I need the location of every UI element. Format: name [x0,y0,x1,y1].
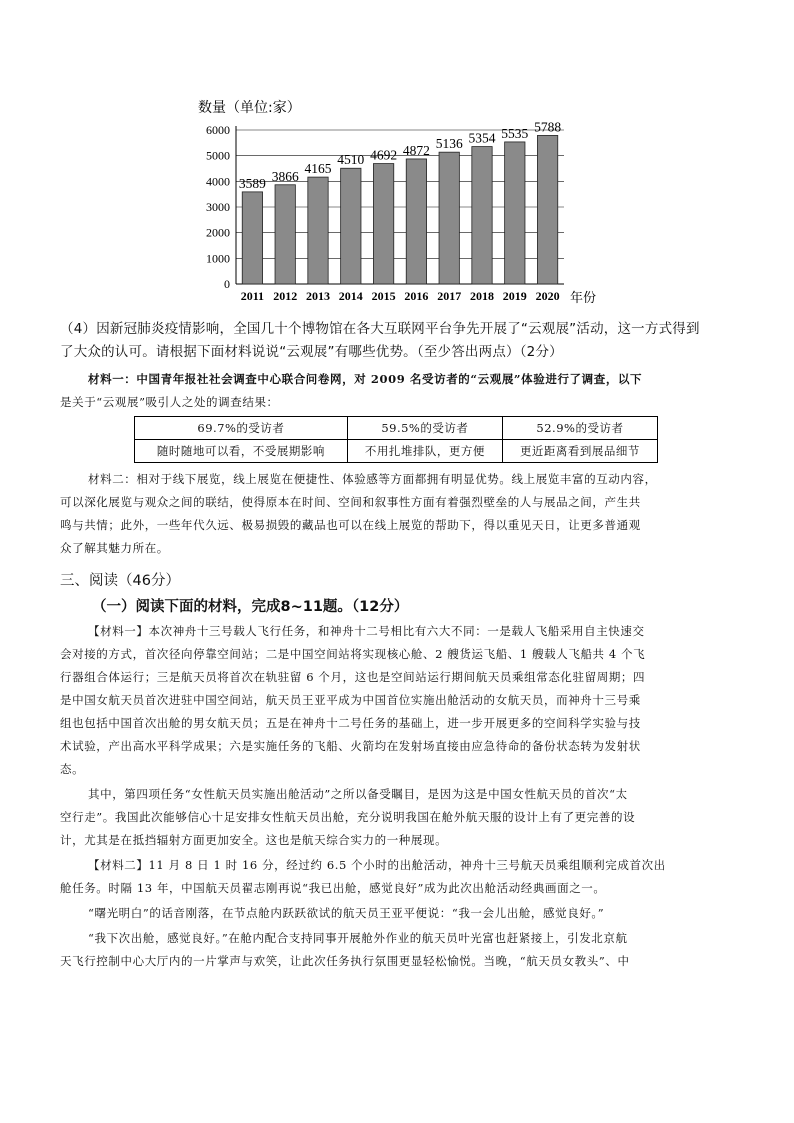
y-tick-label: 5000 [206,148,230,163]
bar-2019 [505,142,525,284]
bar-2018 [472,147,492,284]
section-3-subtitle: （一）阅读下面的材料，完成8~11题。（12分） [92,599,409,615]
reading-line: 空行走”。我国此次能够信心十足安排女性航天员出舱，充分说明我国在舱外航天服的设计上有了更完善的设 [60,810,636,824]
question-4-line-1: （4）因新冠肺炎疫情影响，全国几十个博物馆在各大互联网平台争先开展了“云观展”活动，这一方式得到 [60,321,700,337]
material-1 [60,368,736,391]
table-header-row [135,417,658,440]
y-tick-label: 2000 [206,225,230,240]
material-1-text: 材料一：中国青年报社社会调查中心联合问卷网，对 2009 名受访者的“云观展”体验进行了调查，以下 [88,372,643,386]
table-cell: 不用扎堆排队，更方便 [347,440,502,463]
chart-title: 数量（单位:家） [198,100,301,116]
table-cell: 随时随地可以看，不受展期影响 [135,440,348,463]
reading-line: 天飞行控制中心大厅内的一片掌声与欢笑，让此次任务执行氛围更显轻松愉悦。当晚，“航天员女教头”、中 [60,954,630,968]
x-tick-label: 2013 [306,289,330,303]
table-header-cell: 52.9%的受访者 [502,417,657,440]
table-header-cell: 59.5%的受访者 [347,417,502,440]
reading-line: “曙光明白”的话音刚落，在节点舱内跃跃欲试的航天员王亚平便说：“我一会儿出舱，感觉良好。” [88,906,605,920]
bar-2017 [439,152,459,284]
x-tick-label: 2016 [404,289,429,303]
bar-2020 [537,135,557,284]
material-2-line-2: 可以深化展览与观众之间的联结，使得原本在时间、空间和叙事性方面有着强烈壁垒的人与展品之间，产生共 [60,495,641,509]
x-tick-label: 2019 [502,289,527,303]
y-tick-label: 3000 [206,200,230,214]
y-tick-label: 4000 [206,174,230,189]
reading-line: 计，尤其是在抵挡辐射方面更加安全。这也是航天综合实力的一种展现。 [60,833,448,847]
table-header-cell: 69.7%的受访者 [135,417,348,440]
data-label: 4692 [370,147,398,163]
bar-2015 [373,164,393,284]
material-2-line-3: 鸣与共情；此外，一些年代久远、极易损毁的藏品也可以在线上展览的帮助下，得以重见天日，让更多普通观 [60,518,641,532]
reading-line: 其中，第四项任务“女性航天员实施出舱活动”之所以备受瞩目，是因为这是中国女性航天员的首次“太 [88,787,628,801]
reading-line: 是中国女航天员首次进驻中国空间站，航天员王亚平成为中国首位实施出舱活动的女航天员，而神舟十三号乘 [60,693,641,707]
data-label: 5136 [435,136,463,152]
reading-line: 术试验，产出高水平科学成果；六是实施任务的飞船、火箭均在发射场直接由应急待命的备份状态转为发射状 [60,739,641,753]
x-tick-label: 2012 [273,289,298,303]
reading-line: 【材料一】本次神舟十三号载人飞行任务，和神舟十二号相比有六大不同：一是载人飞船采用自主快速交 [88,624,645,638]
bar-2012 [275,185,295,284]
data-label: 3866 [271,168,299,184]
question-4-line-2: 了大众的认可。请根据下面材料说说“云观展”有哪些优势。（至少答出两点）（2分） [60,344,563,360]
y-tick-label: 0 [224,277,230,291]
data-label: 5535 [501,125,529,141]
data-label: 5354 [468,130,496,146]
reading-line: 【材料二】11 月 8 日 1 时 16 分，经过约 6.5 个小时的出舱活动，神舟十三号航天员乘组顺利完成首次出 [88,858,666,872]
data-label: 4872 [402,142,430,158]
chart-x-axis-label: 年份 [570,291,597,306]
reading-line: 舱任务。时隔 13 年，中国航天员翟志刚再说“我已出舱，感觉良好”成为此次出舱活动经典画面之一。 [60,881,606,895]
data-label: 4510 [337,152,365,168]
table-row [135,440,658,463]
reading-line: “我下次出舱，感觉良好。”在舱内配合支持同事开展舱外作业的航天员叶光富也赶紧接上，引发北京航 [88,931,628,945]
chart-svg [192,94,602,309]
bar-2011 [242,192,262,284]
data-label: 5788 [534,119,562,135]
data-label: 4165 [304,161,332,177]
material-1-line-1 [60,368,736,391]
section-3-title: 三、阅读（46分） [60,573,180,589]
reading-line: 态。 [60,762,85,776]
reading-line: 组也包括中国首次出舱的男女航天员；五是在神舟十二号任务的基础上，进一步开展更多的空间科学实验与技 [60,716,641,730]
x-tick-label: 2011 [240,289,265,303]
table-cell: 更近距离看到展品细节 [502,440,657,463]
y-tick-label: 1000 [206,251,230,266]
x-tick-label: 2015 [371,289,396,303]
material-1-line-2: 是关于“云观展”吸引人之处的调查结果： [60,395,279,409]
x-tick-label: 2020 [535,289,560,303]
x-tick-label: 2014 [338,289,363,303]
material-2 [60,468,736,560]
survey-table [134,416,658,463]
material-2-line-4: 众了解其魅力所在。 [60,541,169,555]
reading-line: 行器组合体运行；三是航天员将首次在轨驻留 6 个月，这也是空间站运行期间航天员乘组常态化驻留周期；四 [60,670,646,684]
x-tick-label: 2018 [470,289,494,303]
bar-2014 [341,168,361,284]
question-4 [60,318,736,364]
data-label: 3589 [238,175,266,191]
material-2-line-1: 材料二：相对于线下展览，线上展览在便捷性、体验感等方面都拥有明显优势。线上展览丰富的互动内容， [88,472,657,486]
bar-2016 [406,159,426,284]
x-tick-label: 2017 [437,289,462,303]
bar-chart [192,94,602,309]
y-tick-label: 6000 [206,123,230,137]
bar-2013 [308,177,328,284]
reading-line: 会对接的方式，首次径向停靠空间站；二是中国空间站将实现核心舱、2 艘货运飞船、1 艘载人飞船共 4 个飞 [60,647,646,661]
reading-material-1 [60,620,736,973]
